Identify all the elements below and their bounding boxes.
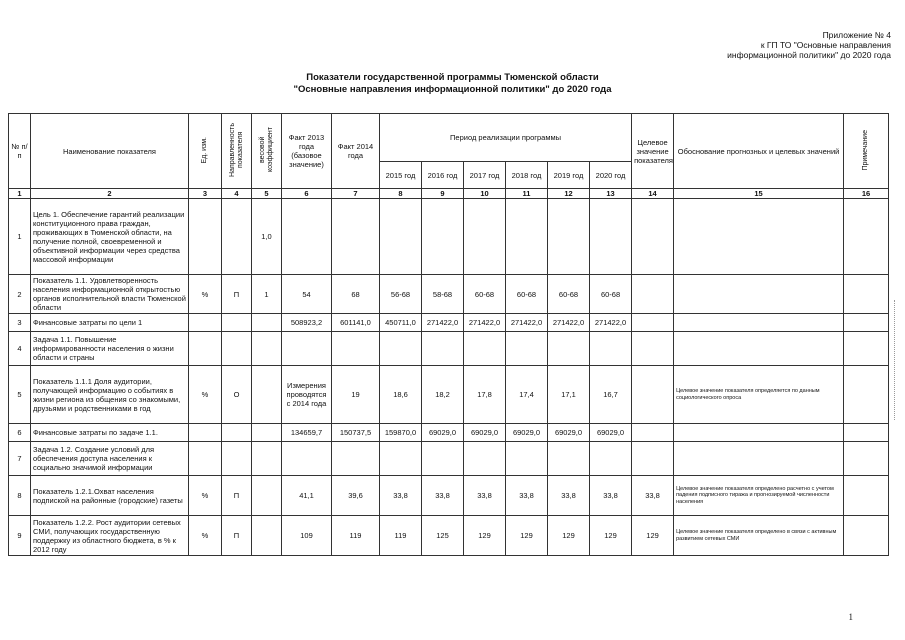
direction-cell bbox=[222, 442, 252, 476]
weight-cell bbox=[252, 332, 282, 366]
year-value-cell: 69029,0 bbox=[506, 424, 548, 442]
weight-cell bbox=[252, 366, 282, 424]
fact-2014-cell: 68 bbox=[332, 275, 380, 314]
target-value-cell: 129 bbox=[632, 516, 674, 556]
appendix-line: информационной политики" до 2020 года bbox=[727, 50, 891, 60]
year-value-cell: 69029,0 bbox=[590, 424, 632, 442]
table-row bbox=[9, 314, 889, 332]
appendix-line: к ГП ТО "Основные направления bbox=[760, 40, 891, 50]
col-direction-header: Направленность показателя bbox=[222, 114, 252, 189]
year-header: 2018 год bbox=[506, 162, 548, 189]
row-number: 5 bbox=[9, 366, 31, 424]
justification-cell: Целевое значение показателя определено расчетно с учетом падения подписного тиража и прогнозируемой численности населения bbox=[674, 476, 844, 516]
table-row bbox=[9, 424, 889, 442]
year-header: 2020 год bbox=[590, 162, 632, 189]
weight-cell bbox=[252, 516, 282, 556]
fact-2013-cell: 41,1 bbox=[282, 476, 332, 516]
weight-cell bbox=[252, 424, 282, 442]
fact-2013-cell: 134659,7 bbox=[282, 424, 332, 442]
direction-cell bbox=[222, 199, 252, 275]
year-header: 2015 год bbox=[380, 162, 422, 189]
column-number: 12 bbox=[548, 189, 590, 199]
indicator-name: Задача 1.1. Повышение информированности населения о жизни области и страны bbox=[31, 332, 189, 366]
year-value-cell: 33,8 bbox=[380, 476, 422, 516]
table-body bbox=[9, 199, 889, 556]
indicator-name: Финансовые затраты по задаче 1.1. bbox=[31, 424, 189, 442]
row-number: 6 bbox=[9, 424, 31, 442]
year-value-cell: 60-68 bbox=[506, 275, 548, 314]
year-value-cell: 18,6 bbox=[380, 366, 422, 424]
year-value-cell: 58-68 bbox=[422, 275, 464, 314]
remark-cell bbox=[844, 275, 889, 314]
column-number: 15 bbox=[674, 189, 844, 199]
unit-cell: % bbox=[189, 516, 222, 556]
direction-cell bbox=[222, 314, 252, 332]
document-title bbox=[0, 72, 905, 96]
column-number: 3 bbox=[189, 189, 222, 199]
remark-cell bbox=[844, 476, 889, 516]
direction-cell: П bbox=[222, 275, 252, 314]
year-value-cell bbox=[506, 442, 548, 476]
remark-cell bbox=[844, 314, 889, 332]
row-number: 9 bbox=[9, 516, 31, 556]
year-value-cell bbox=[464, 332, 506, 366]
year-header: 2016 год bbox=[422, 162, 464, 189]
fact-2014-cell: 150737,5 bbox=[332, 424, 380, 442]
col-target-header: Целевое значение показателя bbox=[632, 114, 674, 189]
column-number: 13 bbox=[590, 189, 632, 199]
year-value-cell: 33,8 bbox=[506, 476, 548, 516]
year-value-cell: 33,8 bbox=[464, 476, 506, 516]
year-value-cell: 18,2 bbox=[422, 366, 464, 424]
year-value-cell bbox=[380, 442, 422, 476]
year-value-cell: 33,8 bbox=[548, 476, 590, 516]
column-number: 1 bbox=[9, 189, 31, 199]
table-row bbox=[9, 199, 889, 275]
indicator-name: Показатель 1.1. Удовлетворенность населения информационной открытостью органов исполнительной власти Тюменской области bbox=[31, 275, 189, 314]
table-row bbox=[9, 332, 889, 366]
weight-cell bbox=[252, 314, 282, 332]
unit-cell bbox=[189, 314, 222, 332]
year-value-cell: 33,8 bbox=[422, 476, 464, 516]
unit-cell bbox=[189, 332, 222, 366]
column-number: 16 bbox=[844, 189, 889, 199]
title-line: "Основные направления информационной политики" до 2020 года bbox=[293, 84, 612, 95]
justification-cell bbox=[674, 314, 844, 332]
year-value-cell: 60-68 bbox=[590, 275, 632, 314]
col-fact2013-header: Факт 2013 года (базовое значение) bbox=[282, 114, 332, 189]
target-value-cell bbox=[632, 314, 674, 332]
column-number: 5 bbox=[252, 189, 282, 199]
year-value-cell bbox=[422, 332, 464, 366]
remark-cell bbox=[844, 199, 889, 275]
column-number: 10 bbox=[464, 189, 506, 199]
appendix-line: Приложение № 4 bbox=[822, 30, 891, 40]
year-value-cell: 129 bbox=[590, 516, 632, 556]
row-number: 7 bbox=[9, 442, 31, 476]
year-value-cell: 60-68 bbox=[464, 275, 506, 314]
fact-2014-cell bbox=[332, 332, 380, 366]
column-number: 11 bbox=[506, 189, 548, 199]
fact-2014-cell: 19 bbox=[332, 366, 380, 424]
year-value-cell: 271422,0 bbox=[548, 314, 590, 332]
year-value-cell: 69029,0 bbox=[464, 424, 506, 442]
remark-cell bbox=[844, 442, 889, 476]
row-number: 4 bbox=[9, 332, 31, 366]
col-unit-header: Ед. изм. bbox=[189, 114, 222, 189]
col-remark-header: Примечание bbox=[844, 114, 889, 189]
justification-cell: Целевое значение показателя определено в связи с активным развитием сетевых СМИ bbox=[674, 516, 844, 556]
fact-2014-cell: 39,6 bbox=[332, 476, 380, 516]
year-value-cell: 16,7 bbox=[590, 366, 632, 424]
fact-2014-cell bbox=[332, 199, 380, 275]
target-value-cell bbox=[632, 332, 674, 366]
column-number: 9 bbox=[422, 189, 464, 199]
fact-2013-cell bbox=[282, 332, 332, 366]
row-number: 8 bbox=[9, 476, 31, 516]
remark-cell bbox=[844, 424, 889, 442]
justification-cell bbox=[674, 275, 844, 314]
unit-cell bbox=[189, 424, 222, 442]
justification-cell bbox=[674, 199, 844, 275]
table-row bbox=[9, 275, 889, 314]
table-row bbox=[9, 516, 889, 556]
year-value-cell bbox=[590, 332, 632, 366]
year-value-cell: 129 bbox=[548, 516, 590, 556]
fact-2014-cell: 119 bbox=[332, 516, 380, 556]
indicator-name: Показатель 1.1.1 Доля аудитории, получающей информацию о событиях в жизни региона из общения со знакомыми, друзьями и родственниками в год bbox=[31, 366, 189, 424]
year-header: 2017 год bbox=[464, 162, 506, 189]
col-weight-header: весовой коэффициент bbox=[252, 114, 282, 189]
justification-cell bbox=[674, 442, 844, 476]
unit-cell bbox=[189, 199, 222, 275]
weight-cell: 1 bbox=[252, 275, 282, 314]
year-value-cell bbox=[380, 199, 422, 275]
year-value-cell bbox=[464, 442, 506, 476]
col-justification-header: Обоснование прогнозных и целевых значений bbox=[674, 114, 844, 189]
unit-cell: % bbox=[189, 476, 222, 516]
year-value-cell: 119 bbox=[380, 516, 422, 556]
column-number-row bbox=[9, 189, 889, 199]
row-number: 3 bbox=[9, 314, 31, 332]
year-value-cell bbox=[380, 332, 422, 366]
year-value-cell bbox=[548, 199, 590, 275]
year-value-cell: 129 bbox=[506, 516, 548, 556]
fact-2013-cell: 54 bbox=[282, 275, 332, 314]
year-value-cell bbox=[464, 199, 506, 275]
fact-2013-cell: 508923,2 bbox=[282, 314, 332, 332]
year-value-cell bbox=[548, 332, 590, 366]
fact-2013-cell bbox=[282, 199, 332, 275]
column-number: 4 bbox=[222, 189, 252, 199]
fact-2014-cell: 601141,0 bbox=[332, 314, 380, 332]
year-value-cell: 56-68 bbox=[380, 275, 422, 314]
indicator-name: Цель 1. Обеспечение гарантий реализации конституционного права граждан, проживающих в Тюменской области, на получение полной, своевременной и объективной информации через средства массовой информации bbox=[31, 199, 189, 275]
header-row bbox=[9, 114, 889, 162]
unit-cell: % bbox=[189, 366, 222, 424]
year-value-cell: 159870,0 bbox=[380, 424, 422, 442]
indicator-name: Задача 1.2. Создание условий для обеспечения доступа населения к социально значимой информации bbox=[31, 442, 189, 476]
period-header: Период реализации программы bbox=[380, 114, 632, 162]
fact-2013-cell: 109 bbox=[282, 516, 332, 556]
direction-cell: П bbox=[222, 516, 252, 556]
fact-2013-cell bbox=[282, 442, 332, 476]
indicator-name: Финансовые затраты по цели 1 bbox=[31, 314, 189, 332]
target-value-cell bbox=[632, 199, 674, 275]
justification-cell bbox=[674, 424, 844, 442]
target-value-cell: 33,8 bbox=[632, 476, 674, 516]
year-value-cell: 450711,0 bbox=[380, 314, 422, 332]
unit-cell bbox=[189, 442, 222, 476]
fact-2014-cell bbox=[332, 442, 380, 476]
year-value-cell bbox=[422, 199, 464, 275]
scan-artifact bbox=[894, 300, 901, 420]
direction-cell: О bbox=[222, 366, 252, 424]
year-value-cell: 129 bbox=[464, 516, 506, 556]
year-value-cell: 60-68 bbox=[548, 275, 590, 314]
col-fact2014-header: Факт 2014 года bbox=[332, 114, 380, 189]
target-value-cell bbox=[632, 442, 674, 476]
year-header: 2019 год bbox=[548, 162, 590, 189]
column-number: 7 bbox=[332, 189, 380, 199]
year-value-cell bbox=[590, 442, 632, 476]
row-number: 2 bbox=[9, 275, 31, 314]
column-number: 14 bbox=[632, 189, 674, 199]
year-value-cell: 271422,0 bbox=[464, 314, 506, 332]
year-value-cell: 271422,0 bbox=[506, 314, 548, 332]
target-value-cell bbox=[632, 275, 674, 314]
col-num-header: № п/п bbox=[9, 114, 31, 189]
column-number: 2 bbox=[31, 189, 189, 199]
column-number: 6 bbox=[282, 189, 332, 199]
remark-cell bbox=[844, 366, 889, 424]
title-line: Показатели государственной программы Тюменской области bbox=[306, 72, 599, 83]
remark-cell bbox=[844, 516, 889, 556]
year-value-cell: 17,1 bbox=[548, 366, 590, 424]
year-value-cell: 271422,0 bbox=[590, 314, 632, 332]
direction-cell bbox=[222, 332, 252, 366]
year-value-cell: 33,8 bbox=[590, 476, 632, 516]
table-row bbox=[9, 476, 889, 516]
appendix-note bbox=[671, 30, 891, 60]
year-value-cell bbox=[506, 332, 548, 366]
year-value-cell: 17,4 bbox=[506, 366, 548, 424]
year-value-cell: 17,8 bbox=[464, 366, 506, 424]
weight-cell bbox=[252, 442, 282, 476]
year-value-cell: 69029,0 bbox=[422, 424, 464, 442]
weight-cell bbox=[252, 476, 282, 516]
year-value-cell bbox=[548, 442, 590, 476]
target-value-cell bbox=[632, 424, 674, 442]
row-number: 1 bbox=[9, 199, 31, 275]
justification-cell: Целевое значение показателя определяется по данным социологического опроса bbox=[674, 366, 844, 424]
table-row bbox=[9, 442, 889, 476]
unit-cell: % bbox=[189, 275, 222, 314]
target-value-cell bbox=[632, 366, 674, 424]
table-row bbox=[9, 366, 889, 424]
direction-cell bbox=[222, 424, 252, 442]
direction-cell: П bbox=[222, 476, 252, 516]
indicators-table bbox=[8, 113, 889, 556]
indicator-name: Показатель 1.2.1.Охват населения подпиской на районные (городские) газеты bbox=[31, 476, 189, 516]
year-value-cell: 69029,0 bbox=[548, 424, 590, 442]
justification-cell bbox=[674, 332, 844, 366]
indicator-name: Показатель 1.2.2. Рост аудитории сетевых СМИ, получающих государственную поддержку из областного бюджета, в % к 2012 году bbox=[31, 516, 189, 556]
year-value-cell bbox=[506, 199, 548, 275]
col-name-header: Наименование показателя bbox=[31, 114, 189, 189]
fact-2013-cell: Измерения проводятся с 2014 года bbox=[282, 366, 332, 424]
page-number: 1 bbox=[848, 612, 853, 622]
remark-cell bbox=[844, 332, 889, 366]
year-value-cell: 125 bbox=[422, 516, 464, 556]
weight-cell: 1,0 bbox=[252, 199, 282, 275]
year-value-cell: 271422,0 bbox=[422, 314, 464, 332]
year-value-cell bbox=[590, 199, 632, 275]
year-value-cell bbox=[422, 442, 464, 476]
column-number: 8 bbox=[380, 189, 422, 199]
